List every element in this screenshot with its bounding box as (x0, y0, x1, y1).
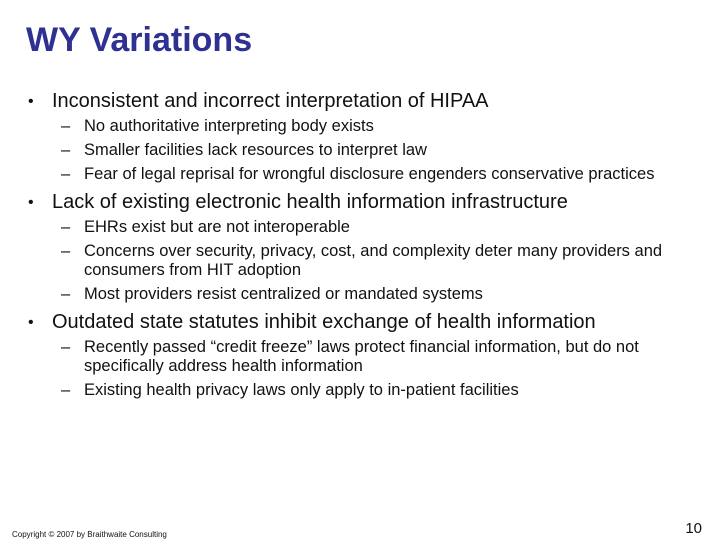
sub-list (0, 117, 720, 184)
dash-icon: – (61, 218, 71, 236)
sub-item (0, 218, 720, 237)
dash-icon: – (61, 338, 71, 356)
bullet-text: Inconsistent and incorrect interpretation of HIPAA (52, 90, 489, 112)
dash-icon: – (61, 165, 71, 183)
sub-list (0, 338, 720, 400)
sub-item (0, 338, 720, 376)
bullet-icon: • (28, 194, 34, 211)
bullet-text: Lack of existing electronic health information infrastructure (52, 191, 568, 213)
bullet-text: Outdated state statutes inhibit exchange of health information (52, 311, 596, 333)
bullet-item (0, 311, 720, 334)
bullet-group-2 (0, 191, 720, 304)
bullet-item (0, 191, 720, 214)
sub-item (0, 242, 720, 280)
copyright-footer: Copyright © 2007 by Braithwaite Consulting (12, 530, 167, 539)
sub-text: Existing health privacy laws only apply to in-patient facilities (84, 381, 519, 399)
sub-text: EHRs exist but are not interoperable (84, 218, 350, 236)
dash-icon: – (61, 242, 71, 260)
dash-icon: – (61, 141, 71, 159)
slide-title: WY Variations (26, 21, 253, 59)
dash-icon: – (61, 285, 71, 303)
sub-item (0, 117, 720, 136)
bullet-group-1 (0, 90, 720, 184)
sub-text: Most providers resist centralized or mandated systems (84, 285, 483, 303)
sub-item (0, 165, 720, 184)
sub-item (0, 381, 720, 400)
sub-text: Concerns over security, privacy, cost, and complexity deter many providers and consumers from HIT adoption (84, 242, 663, 279)
sub-item (0, 141, 720, 160)
sub-text: Recently passed “credit freeze” laws protect financial information, but do not specifically address health information (84, 338, 639, 375)
bullet-icon: • (28, 93, 34, 110)
dash-icon: – (61, 117, 71, 135)
slide-content (0, 90, 720, 407)
bullet-item (0, 90, 720, 113)
dash-icon: – (61, 381, 71, 399)
sub-text: Fear of legal reprisal for wrongful disclosure engenders conservative practices (84, 165, 655, 183)
page-number: 10 (685, 520, 702, 537)
sub-list (0, 218, 720, 304)
sub-item (0, 285, 720, 304)
bullet-icon: • (28, 314, 34, 331)
bullet-group-3 (0, 311, 720, 400)
sub-text: No authoritative interpreting body exists (84, 117, 374, 135)
sub-text: Smaller facilities lack resources to interpret law (84, 141, 427, 159)
